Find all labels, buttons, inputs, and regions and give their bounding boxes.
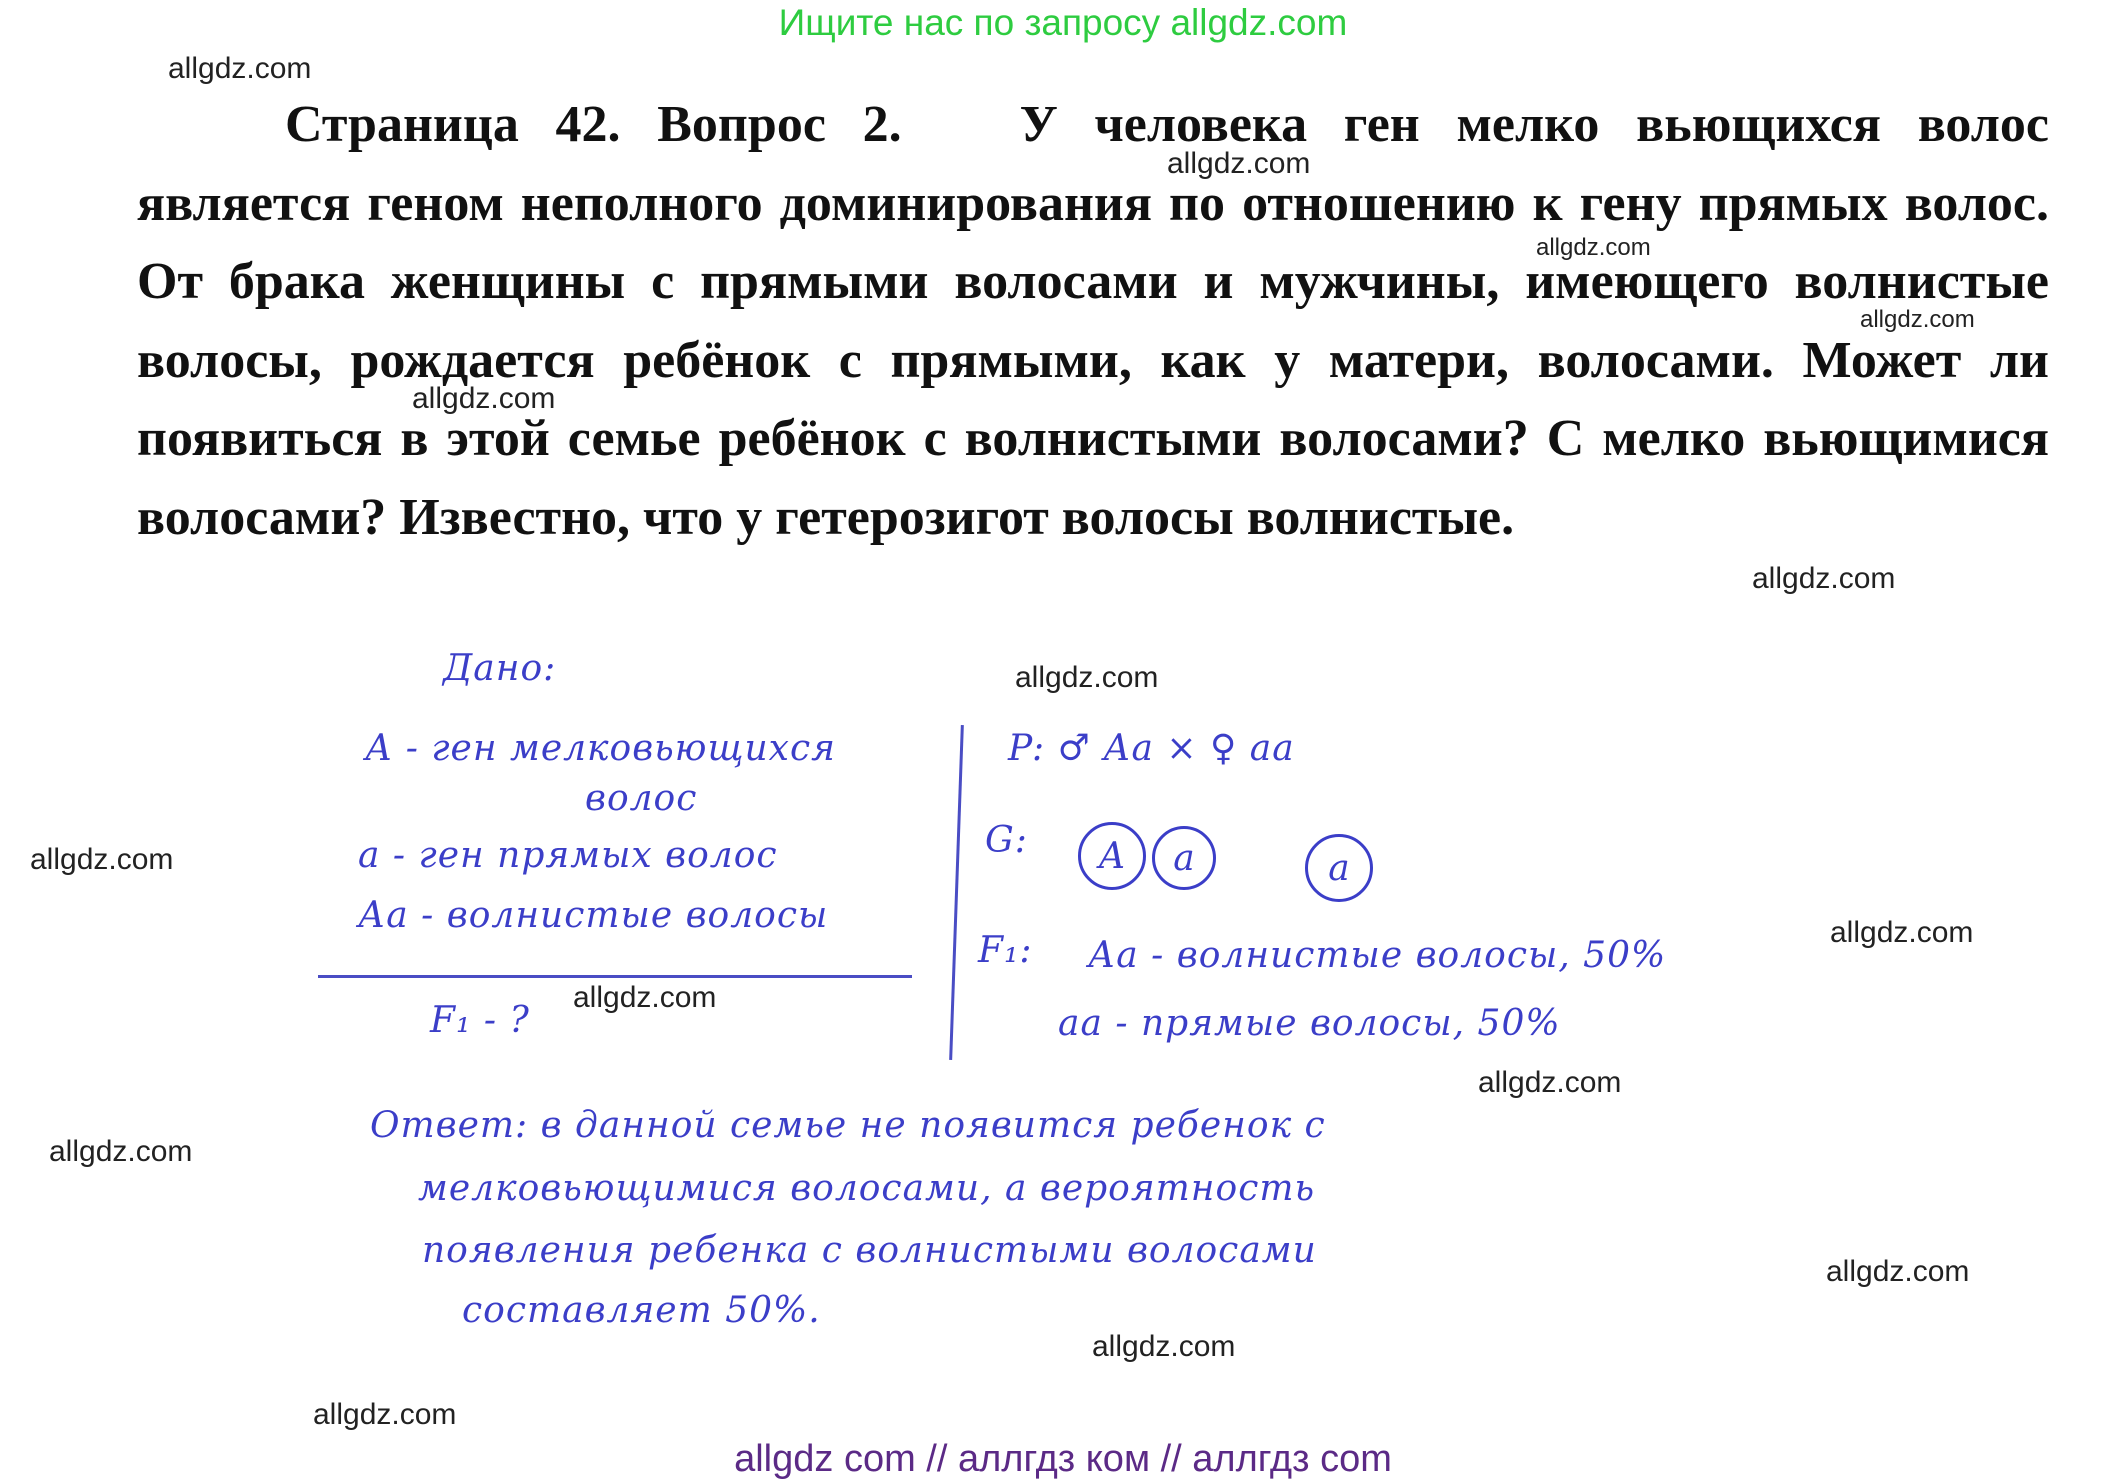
given-line-1b: волос bbox=[585, 778, 698, 819]
watermark: allgdz.com bbox=[1536, 234, 1651, 261]
question-title: Страница 42. Вопрос 2. bbox=[285, 96, 902, 153]
answer-line-3: появления ребенка с волнистыми волосами bbox=[422, 1230, 1317, 1271]
given-label: Дано: bbox=[443, 648, 557, 689]
watermark: allgdz.com bbox=[1752, 562, 1896, 595]
vertical-divider bbox=[949, 725, 964, 1060]
f1-line-1: Аа - волнистые волосы, 50% bbox=[1088, 935, 1667, 976]
footer-links: allgdz com // аллгдз ком // аллгдз com bbox=[734, 1438, 1392, 1480]
answer-line-1: Ответ: в данной семье не появится ребенок с bbox=[370, 1105, 1326, 1146]
answer-line-4: составляет 50%. bbox=[462, 1290, 821, 1331]
given-line-1: А - ген мелковьющихся bbox=[365, 728, 836, 769]
question-block bbox=[137, 86, 2049, 557]
watermark: allgdz.com bbox=[1826, 1255, 1970, 1288]
watermark: allgdz.com bbox=[1015, 661, 1159, 694]
given-divider bbox=[318, 975, 912, 978]
given-line-3: Аа - волнистые волосы bbox=[358, 895, 829, 936]
parents-line: P: ♂ Аа × ♀ аа bbox=[1008, 728, 1295, 769]
watermark: allgdz.com bbox=[412, 382, 556, 415]
watermark: allgdz.com bbox=[1830, 916, 1974, 949]
watermark: allgdz.com bbox=[168, 52, 312, 85]
gametes-label: G: bbox=[985, 820, 1028, 861]
given-line-2: а - ген прямых волос bbox=[358, 835, 778, 876]
search-banner: Ищите нас по запросу allgdz.com bbox=[778, 2, 1348, 43]
question-text: У человека ген мелко вьющихся волос является геном неполного доминирования по отношению к гену прямых волос. От брака женщины с прямыми волосами и мужчины, имеющего волнистые волосы, рождается ребёнок с прямыми, как у матери, волосами. Может ли появиться в этой семье ребёнок с волнистыми волосами? С мелко вьющимися волосами? Известно, что у гетерозигот волосы волнистые. bbox=[137, 96, 2050, 546]
watermark: allgdz.com bbox=[1860, 306, 1975, 333]
gamete-circle: А bbox=[1078, 822, 1146, 890]
watermark: allgdz.com bbox=[313, 1398, 457, 1431]
gamete-circle: а bbox=[1152, 826, 1216, 890]
watermark: allgdz.com bbox=[1167, 147, 1311, 180]
watermark: allgdz.com bbox=[573, 981, 717, 1014]
gamete-circle: а bbox=[1305, 834, 1373, 902]
f1-label: F₁: bbox=[978, 930, 1033, 971]
watermark: allgdz.com bbox=[1478, 1066, 1622, 1099]
f1-line-2: аа - прямые волосы, 50% bbox=[1058, 1003, 1561, 1044]
answer-line-2: мелковьющимися волосами, а вероятность bbox=[418, 1168, 1316, 1209]
watermark: allgdz.com bbox=[30, 843, 174, 876]
find-line: F₁ - ? bbox=[430, 1000, 530, 1041]
watermark: allgdz.com bbox=[49, 1135, 193, 1168]
watermark: allgdz.com bbox=[1092, 1330, 1236, 1363]
